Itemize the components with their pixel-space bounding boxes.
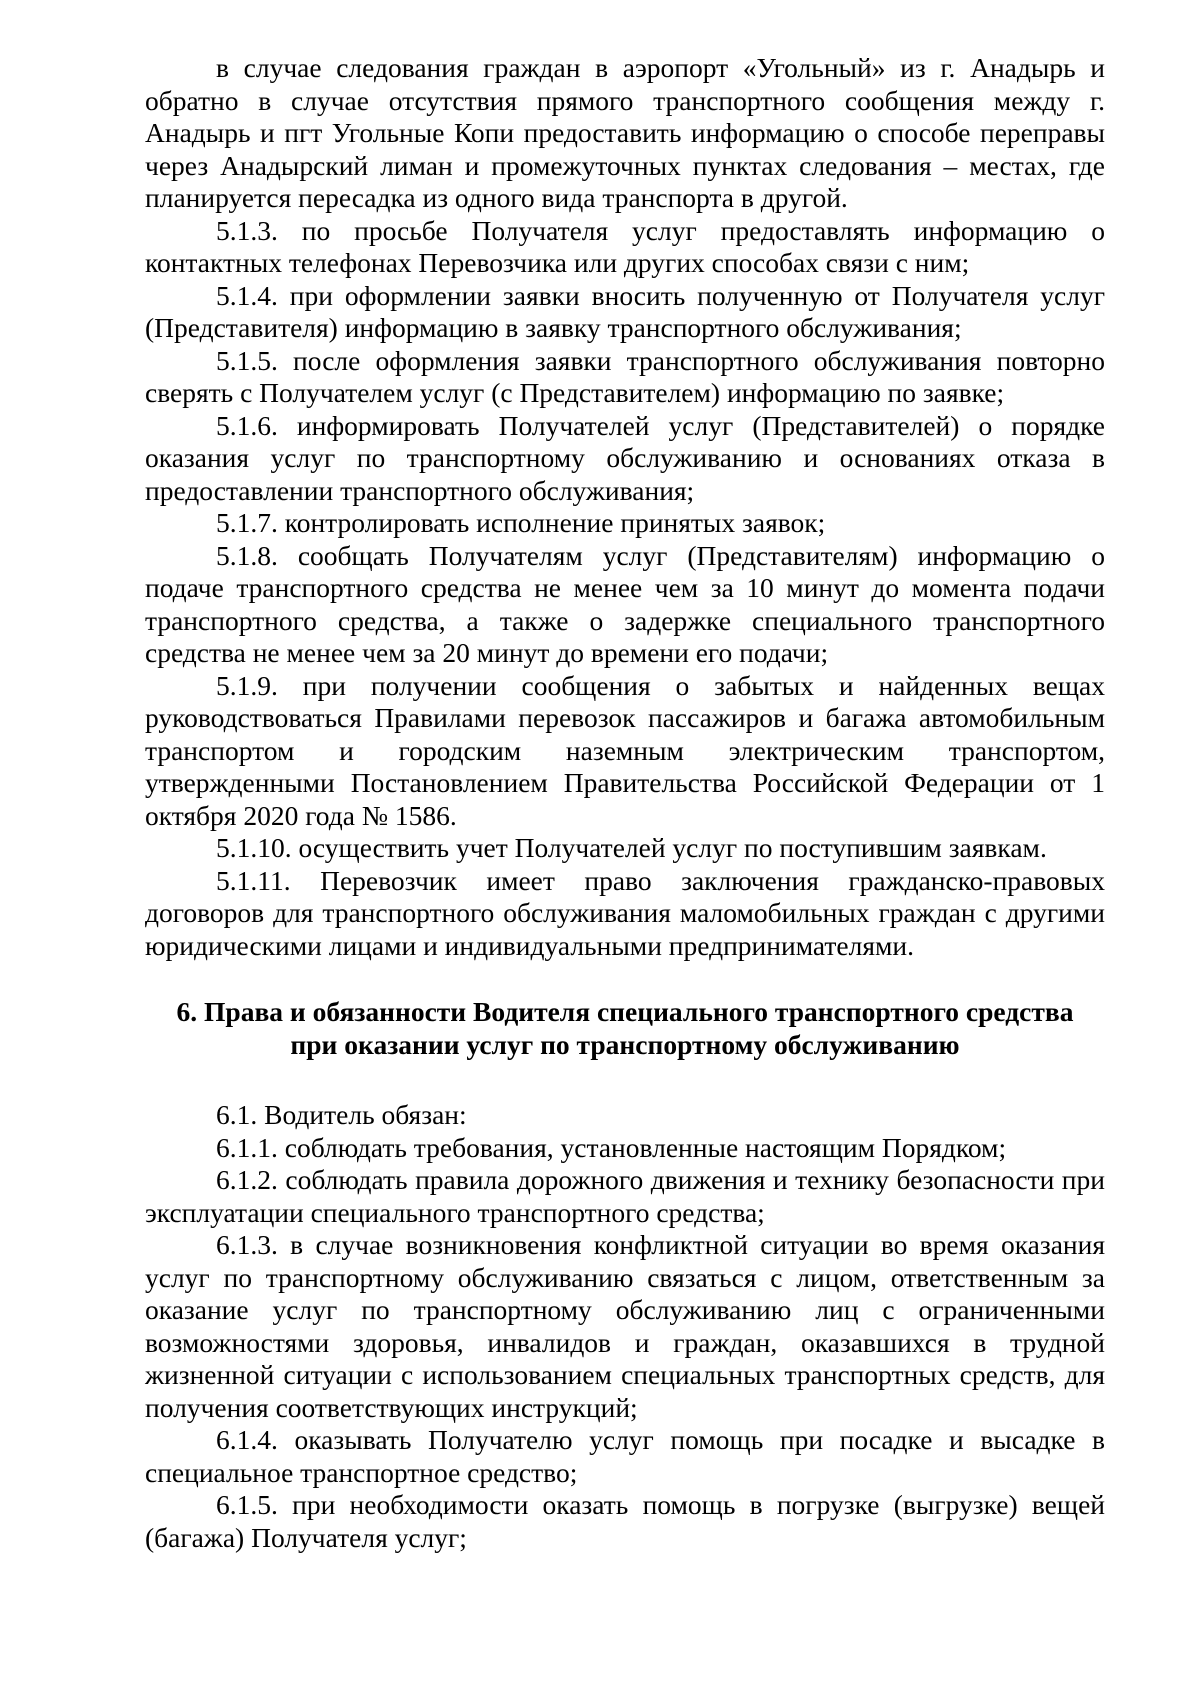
paragraph-5-1-5: 5.1.5. после оформления заявки транспортного обслуживания повторно сверять с Получателем услуг (с Представителем) информацию по заявке; bbox=[145, 344, 1105, 408]
section-heading-line-2: при оказании услуг по транспортному обслуживанию bbox=[290, 1028, 960, 1060]
paragraph-5-1-6: 5.1.6. информировать Получателей услуг (Представителей) о порядке оказания услуг по транспортному обслуживанию и основаниях отказа в предоставлении транспортного обслуживания; bbox=[145, 409, 1105, 506]
paragraph-5-1-7: 5.1.7. контролировать исполнение принятых заявок; bbox=[216, 507, 826, 538]
paragraph-5-1-10: 5.1.10. осуществить учет Получателей услуг по поступившим заявкам. bbox=[216, 832, 1047, 863]
paragraph-5-1-3: 5.1.3. по просьбе Получателя услуг предоставлять информацию о контактных телефонах Перевозчика или других способах связи с ним; bbox=[145, 214, 1105, 278]
paragraph-5-1-4: 5.1.4. при оформлении заявки вносить полученную от Получателя услуг (Представителя) информацию в заявку транспортного обслуживания; bbox=[145, 279, 1105, 343]
paragraph-6-1-2: 6.1.2. соблюдать правила дорожного движения и технику безопасности при эксплуатации специального транспортного средства; bbox=[145, 1164, 1105, 1228]
document-body bbox=[145, 52, 1105, 1554]
paragraph-6-1-3: 6.1.3. в случае возникновения конфликтной ситуации во время оказания услуг по транспортному обслуживанию связаться с лицом, ответственным за оказание услуг по транспортному обслуживанию лиц с ограниченными возможностями здоровья, инвалидов и граждан, оказавшихся в трудной жизненной ситуации с использованием специальных транспортных средств, для получения соответствующих инструкций; bbox=[145, 1229, 1105, 1423]
paragraph-6-1-1: 6.1.1. соблюдать требования, установленные настоящим Порядком; bbox=[216, 1131, 1007, 1163]
paragraph-6-1-4: 6.1.4. оказывать Получателю услуг помощь при посадке и высадке в специальное транспортное средство; bbox=[145, 1424, 1105, 1488]
paragraph-5-1-9: 5.1.9. при получении сообщения о забытых и найденных вещах руководствоваться Правилами перевозок пассажиров и багажа автомобильным транспортом и городским наземным электрическим транспортом, утвержденными Постановлением Правительства Российской Федерации от 1 октября 2020 года № 1586. bbox=[145, 669, 1105, 831]
paragraph-airport-transfer: в случае следования граждан в аэропорт «Угольный» из г. Анадырь и обратно в случае отсутствия прямого транспортного сообщения между г. Анадырь и пгт Угольные Копи предоставить информацию о способе переправы через Анадырский лиман и промежуточных пунктах следования – местах, где планируется пересадка из одного вида транспорта в другой. bbox=[145, 52, 1105, 213]
paragraph-5-1-8: 5.1.8. сообщать Получателям услуг (Представителям) информацию о подаче транспортного средства не менее чем за 10 минут до момента подачи транспортного средства, а также о задержке специального транспортного средства не менее чем за 20 минут до времени его подачи; bbox=[145, 539, 1105, 668]
paragraph-6-1: 6.1. Водитель обязан: bbox=[216, 1099, 467, 1130]
paragraph-5-1-11: 5.1.11. Перевозчик имеет право заключения гражданско-правовых договоров для транспортного обслуживания маломобильных граждан с другими юридическими лицами и индивидуальными предпринимателями. bbox=[145, 864, 1105, 961]
section-heading bbox=[145, 996, 1105, 1061]
paragraph-6-1-5: 6.1.5. при необходимости оказать помощь в погрузке (выгрузке) вещей (багажа) Получателя услуг; bbox=[145, 1489, 1105, 1553]
section-heading-line-1: 6. Права и обязанности Водителя специального транспортного средства bbox=[176, 996, 1074, 1027]
